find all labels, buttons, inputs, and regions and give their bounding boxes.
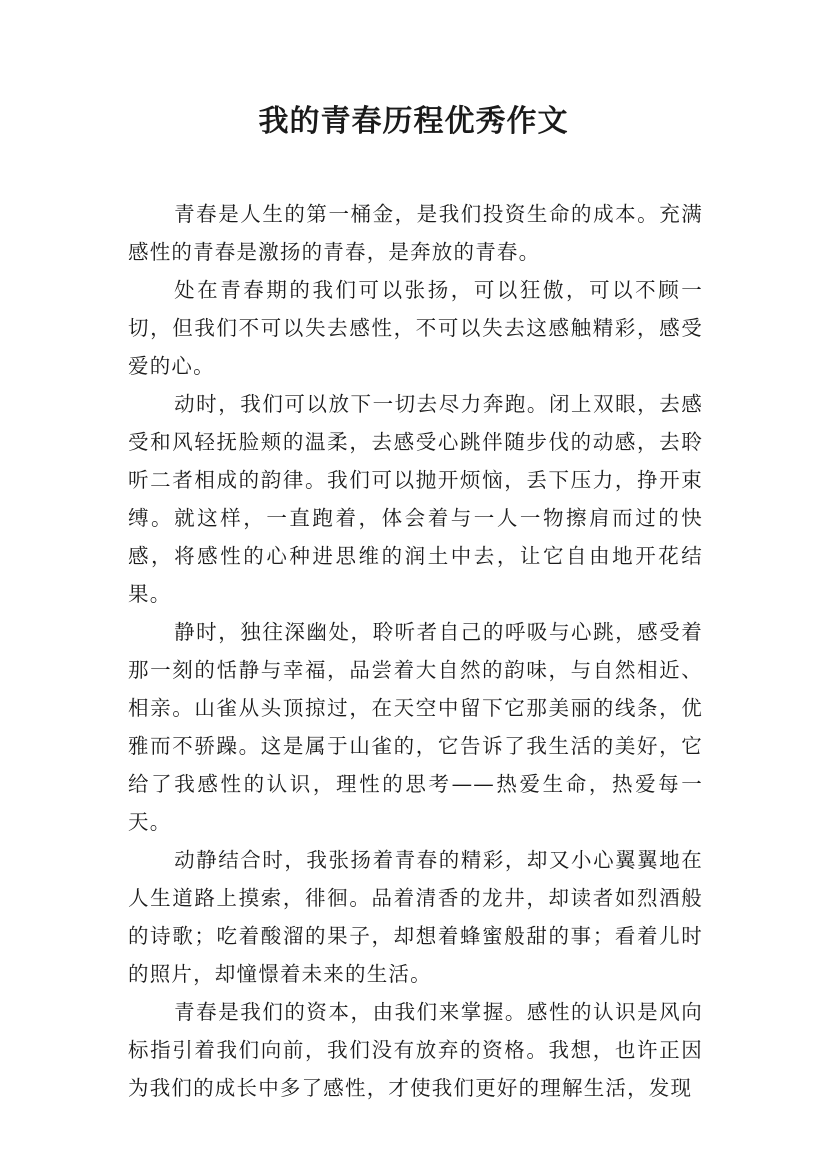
paragraph-3: 动时，我们可以放下一切去尽力奔跑。闭上双眼，去感受和风轻抚脸颊的温柔，去感受心跳伴随步伐的动感，去聆听二者相成的韵律。我们可以抛开烦恼，丢下压力，挣开束缚。就这样，一直跑着，体会着与一人一物擦肩而过的快感，将感性的心种进思维的润土中去，让它自由地开花结果。	[128, 392, 703, 606]
paragraph-2: 处在青春期的我们可以张扬，可以狂傲，可以不顾一切，但我们不可以失去感性，不可以失去这感触精彩，感受爱的心。	[128, 278, 703, 378]
paragraph-5: 动静结合时，我张扬着青春的精彩，却又小心翼翼地在人生道路上摸索，徘徊。品着清香的龙井，却读者如烈酒般的诗歌；吃着酸溜的果子，却想着蜂蜜般甜的事；看着儿时的照片，却憧憬着未来的生活。	[128, 848, 703, 986]
document-body	[128, 195, 703, 1107]
paragraph-4: 静时，独往深幽处，聆听者自己的呼吸与心跳，感受着那一刻的恬静与幸福，品尝着大自然的韵味，与自然相近、相亲。山雀从头顶掠过，在天空中留下它那美丽的线条，优雅而不骄躁。这是属于山雀的，它告诉了我生活的美好，它给了我感性的认识，理性的思考——热爱生命，热爱每一天。	[128, 620, 703, 834]
paragraph-1: 青春是人生的第一桶金，是我们投资生命的成本。充满感性的青春是激扬的青春，是奔放的青春。	[128, 202, 703, 264]
document-title: 我的青春历程优秀作文	[258, 104, 569, 139]
paragraph-6: 青春是我们的资本，由我们来掌握。感性的认识是风向标指引着我们向前，我们没有放弃的资格。我想，也许正因为我们的成长中多了感性，才使我们更好的理解生活，发现	[128, 1000, 703, 1100]
